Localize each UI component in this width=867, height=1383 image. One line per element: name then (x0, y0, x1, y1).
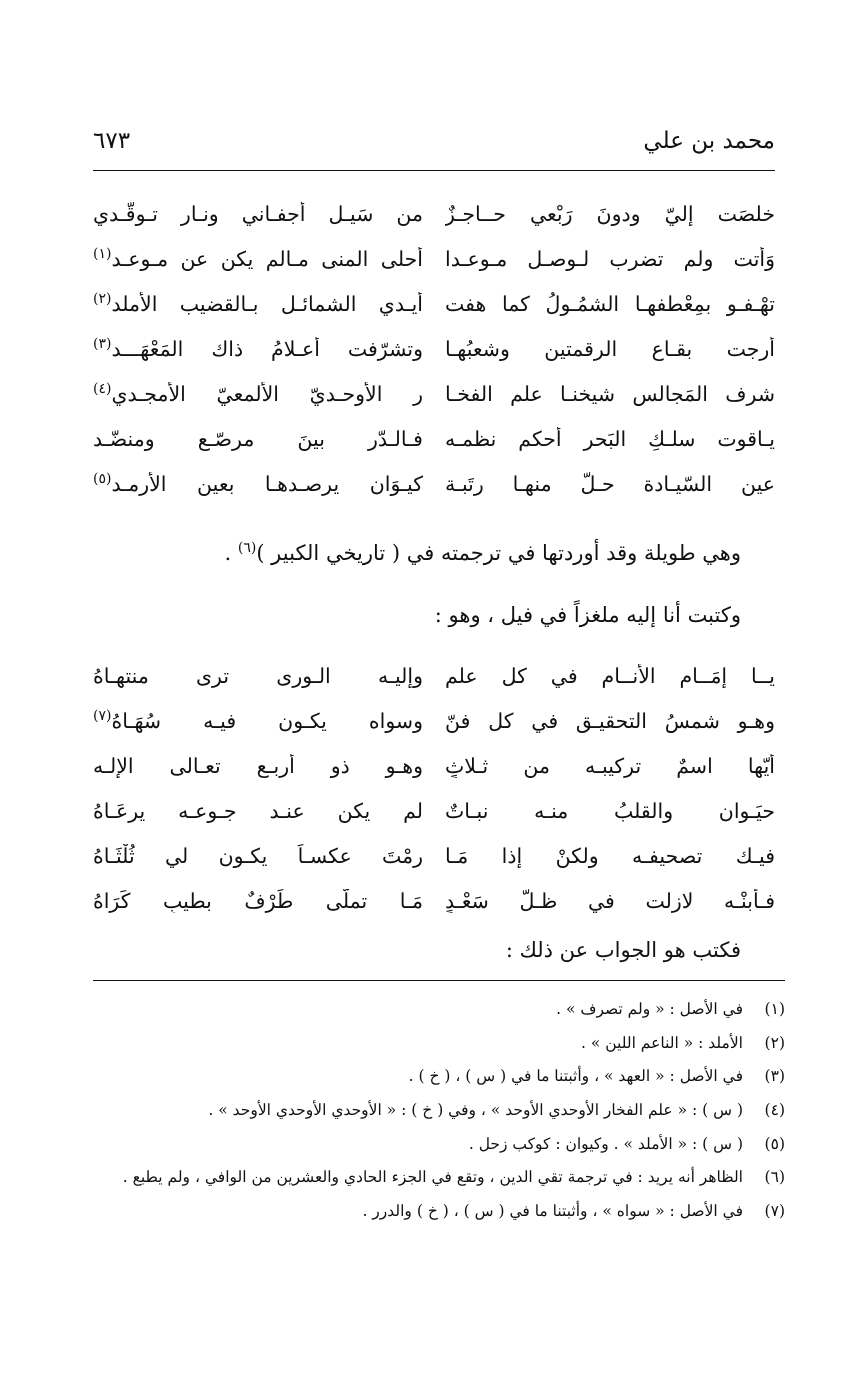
footnote-number: (٣) (764, 1067, 785, 1086)
verse-row (93, 191, 775, 236)
running-title: محمد بن علي (643, 128, 775, 154)
footnote-number: (٤) (764, 1100, 785, 1119)
hemistich-text: وهـو ذو أربـع تعـالى الإلـه (93, 753, 423, 778)
first-hemistich: فيـك تصحيفـه ولكنْ إذا مَـا (445, 843, 775, 868)
second-hemistich (93, 844, 423, 868)
verse-row (93, 698, 775, 743)
second-hemistich (93, 799, 423, 823)
first-hemistich: تهْـفـو بمِعْطفهـا الشمُـولُ كما هفت (445, 291, 775, 316)
footnote-marker: (٦) (237, 540, 257, 556)
hemistich-text: وتشرّفت أعـلامُ ذاك المَعْهَـــد (111, 336, 423, 361)
footnote-marker: (٤) (93, 381, 112, 397)
footnote-number: (٧) (764, 1201, 785, 1220)
first-hemistich: عين السّيـادة حـلّ منهـا رتَبـة (445, 471, 775, 496)
first-hemistich: شرف المَجالس شيخنـا علم الفخـا (445, 381, 775, 406)
prose-text: وهي طويلة وقد أوردتها في ترجمته في ( تاريخي الكبير ) (256, 541, 741, 565)
footnote-text: في الأصل : « العهد » ، وأثبتنا ما في ( س ) ، ( خ ) . (408, 1067, 743, 1086)
hemistich-text: أحلى المنى مـالم يكن عن مـوعـد (111, 246, 423, 271)
footnote-marker: (٥) (93, 471, 112, 487)
footnote (60, 1059, 785, 1093)
footnote-number: (١) (764, 999, 785, 1018)
hemistich-text: فـالـدّر بينَ مرصّـعٍ ومنضّـد (93, 426, 423, 451)
poem-second (93, 653, 775, 923)
footnote (60, 1093, 785, 1127)
verse-row (93, 461, 775, 506)
verse-row (93, 788, 775, 833)
footnote-text: ( س ) : « علم الفخار الأوحدي الأوحد » ، وفي ( خ ) : « الأوحدي الأوحدي الأوحد » . (208, 1100, 743, 1119)
first-hemistich: فـأبنْـه لازلت في ظـلّ سَعْـدٍ (445, 888, 775, 913)
footnote (60, 1127, 785, 1161)
hemistich-text: مَـا تملّى طَرْفٌ بطيبِ كَرَاهُ (93, 888, 423, 913)
second-hemistich (93, 292, 423, 316)
footnote-number: (٢) (764, 1033, 785, 1052)
hemistich-text: ر الأوحـديّ الألمعيّ الأمجـدي (111, 381, 423, 406)
verse-row (93, 653, 775, 698)
footnotes (60, 992, 785, 1228)
prose-line: وكتبت أنا إليه ملغزاً في فيل ، وهو : (434, 603, 741, 627)
header-rule (93, 170, 775, 171)
first-hemistich: يـاقوت سلـكِ البَحر أحكم نظمـه (445, 426, 775, 451)
first-hemistich: أرجت بقـاع الرقمتين وشعبُهـا (445, 336, 775, 361)
footnote-rule (93, 980, 785, 981)
hemistich-text: وسواه يكـون فيـه سُهَـاهُ (111, 708, 423, 733)
footnote-marker: (٢) (93, 291, 112, 307)
verse-row (93, 326, 775, 371)
first-hemistich: وَأتت ولم تضرب لـوصـل مـوعـدا (445, 246, 775, 271)
second-hemistich (93, 382, 423, 406)
verse-row (93, 371, 775, 416)
verse-row (93, 281, 775, 326)
second-hemistich (93, 664, 423, 688)
footnote-marker: (٣) (93, 336, 112, 352)
footnote-text: في الأصل : « سواه » ، وأثبتنا ما في ( س ) ، ( خ ) والدرر . (362, 1201, 743, 1220)
first-hemistich: أيّها اسمٌ تركيبـه من ثـلاثٍ (445, 753, 775, 778)
verse-row (93, 743, 775, 788)
footnote-text: ( س ) : « الأملد » . وكيوان : كوكب زحل . (468, 1134, 743, 1153)
second-hemistich (93, 472, 423, 496)
prose-end: . (224, 541, 238, 565)
page-header (93, 128, 775, 154)
first-hemistich: خلصَت إليّ ودونَ رَبْعي حــاجـزٌ (445, 201, 775, 226)
footnote-text: الأملد : « الناعم اللين » . (580, 1033, 743, 1052)
footnote-marker: (١) (93, 246, 112, 262)
footnote-text: الظاهر أنه يريد : في ترجمة تقي الدين ، وتقع في الجزء الحادي والعشرين من الوافي ، ولم يطبع . (122, 1168, 743, 1187)
first-hemistich: وهـو شمسُ التحقيـق في كل فنّ (445, 708, 775, 733)
hemistich-text: من سَيـل أجفـاني ونـار تـوقّـدي (93, 201, 423, 226)
poem-first (93, 191, 775, 506)
footnote (60, 992, 785, 1026)
footnote (60, 1160, 785, 1194)
second-hemistich (93, 202, 423, 226)
hemistich-text: رمْتَ عكسـاً يكـون لي ثُلْثَـاهُ (93, 843, 423, 868)
second-hemistich (93, 427, 423, 451)
page-number: ٦٧٣ (93, 128, 131, 154)
second-hemistich (93, 709, 423, 733)
prose-line (91, 541, 741, 565)
verse-row (93, 833, 775, 878)
footnote-text: في الأصل : « ولم تصرف » . (556, 999, 743, 1018)
second-hemistich (93, 889, 423, 913)
hemistich-text: لم يكن عنـد جـوعـه يرعَـاهُ (93, 798, 423, 823)
second-hemistich (93, 337, 423, 361)
footnote (60, 1194, 785, 1228)
footnote (60, 1026, 785, 1060)
first-hemistich: حيَـوان والقلبُ منـه نبـاتٌ (445, 798, 775, 823)
verse-row (93, 416, 775, 461)
hemistich-text: كيـوَان يرصـدهـا بعين الأرمـد (111, 471, 423, 496)
verse-row (93, 878, 775, 923)
verse-row (93, 236, 775, 281)
second-hemistich (93, 754, 423, 778)
footnote-number: (٥) (764, 1134, 785, 1153)
second-hemistich (93, 247, 423, 271)
prose-line: فكتب هو الجواب عن ذلك : (505, 938, 741, 962)
hemistich-text: وإليـه الـورى ترى منتهـاهُ (93, 663, 423, 688)
footnote-marker: (٧) (93, 708, 112, 724)
first-hemistich: يــا إمَــام الأنــام في كل علم (445, 663, 775, 688)
hemistich-text: أيـدي الشمائـل بـالقضيب الأملد (111, 291, 423, 316)
footnote-number: (٦) (764, 1168, 785, 1187)
